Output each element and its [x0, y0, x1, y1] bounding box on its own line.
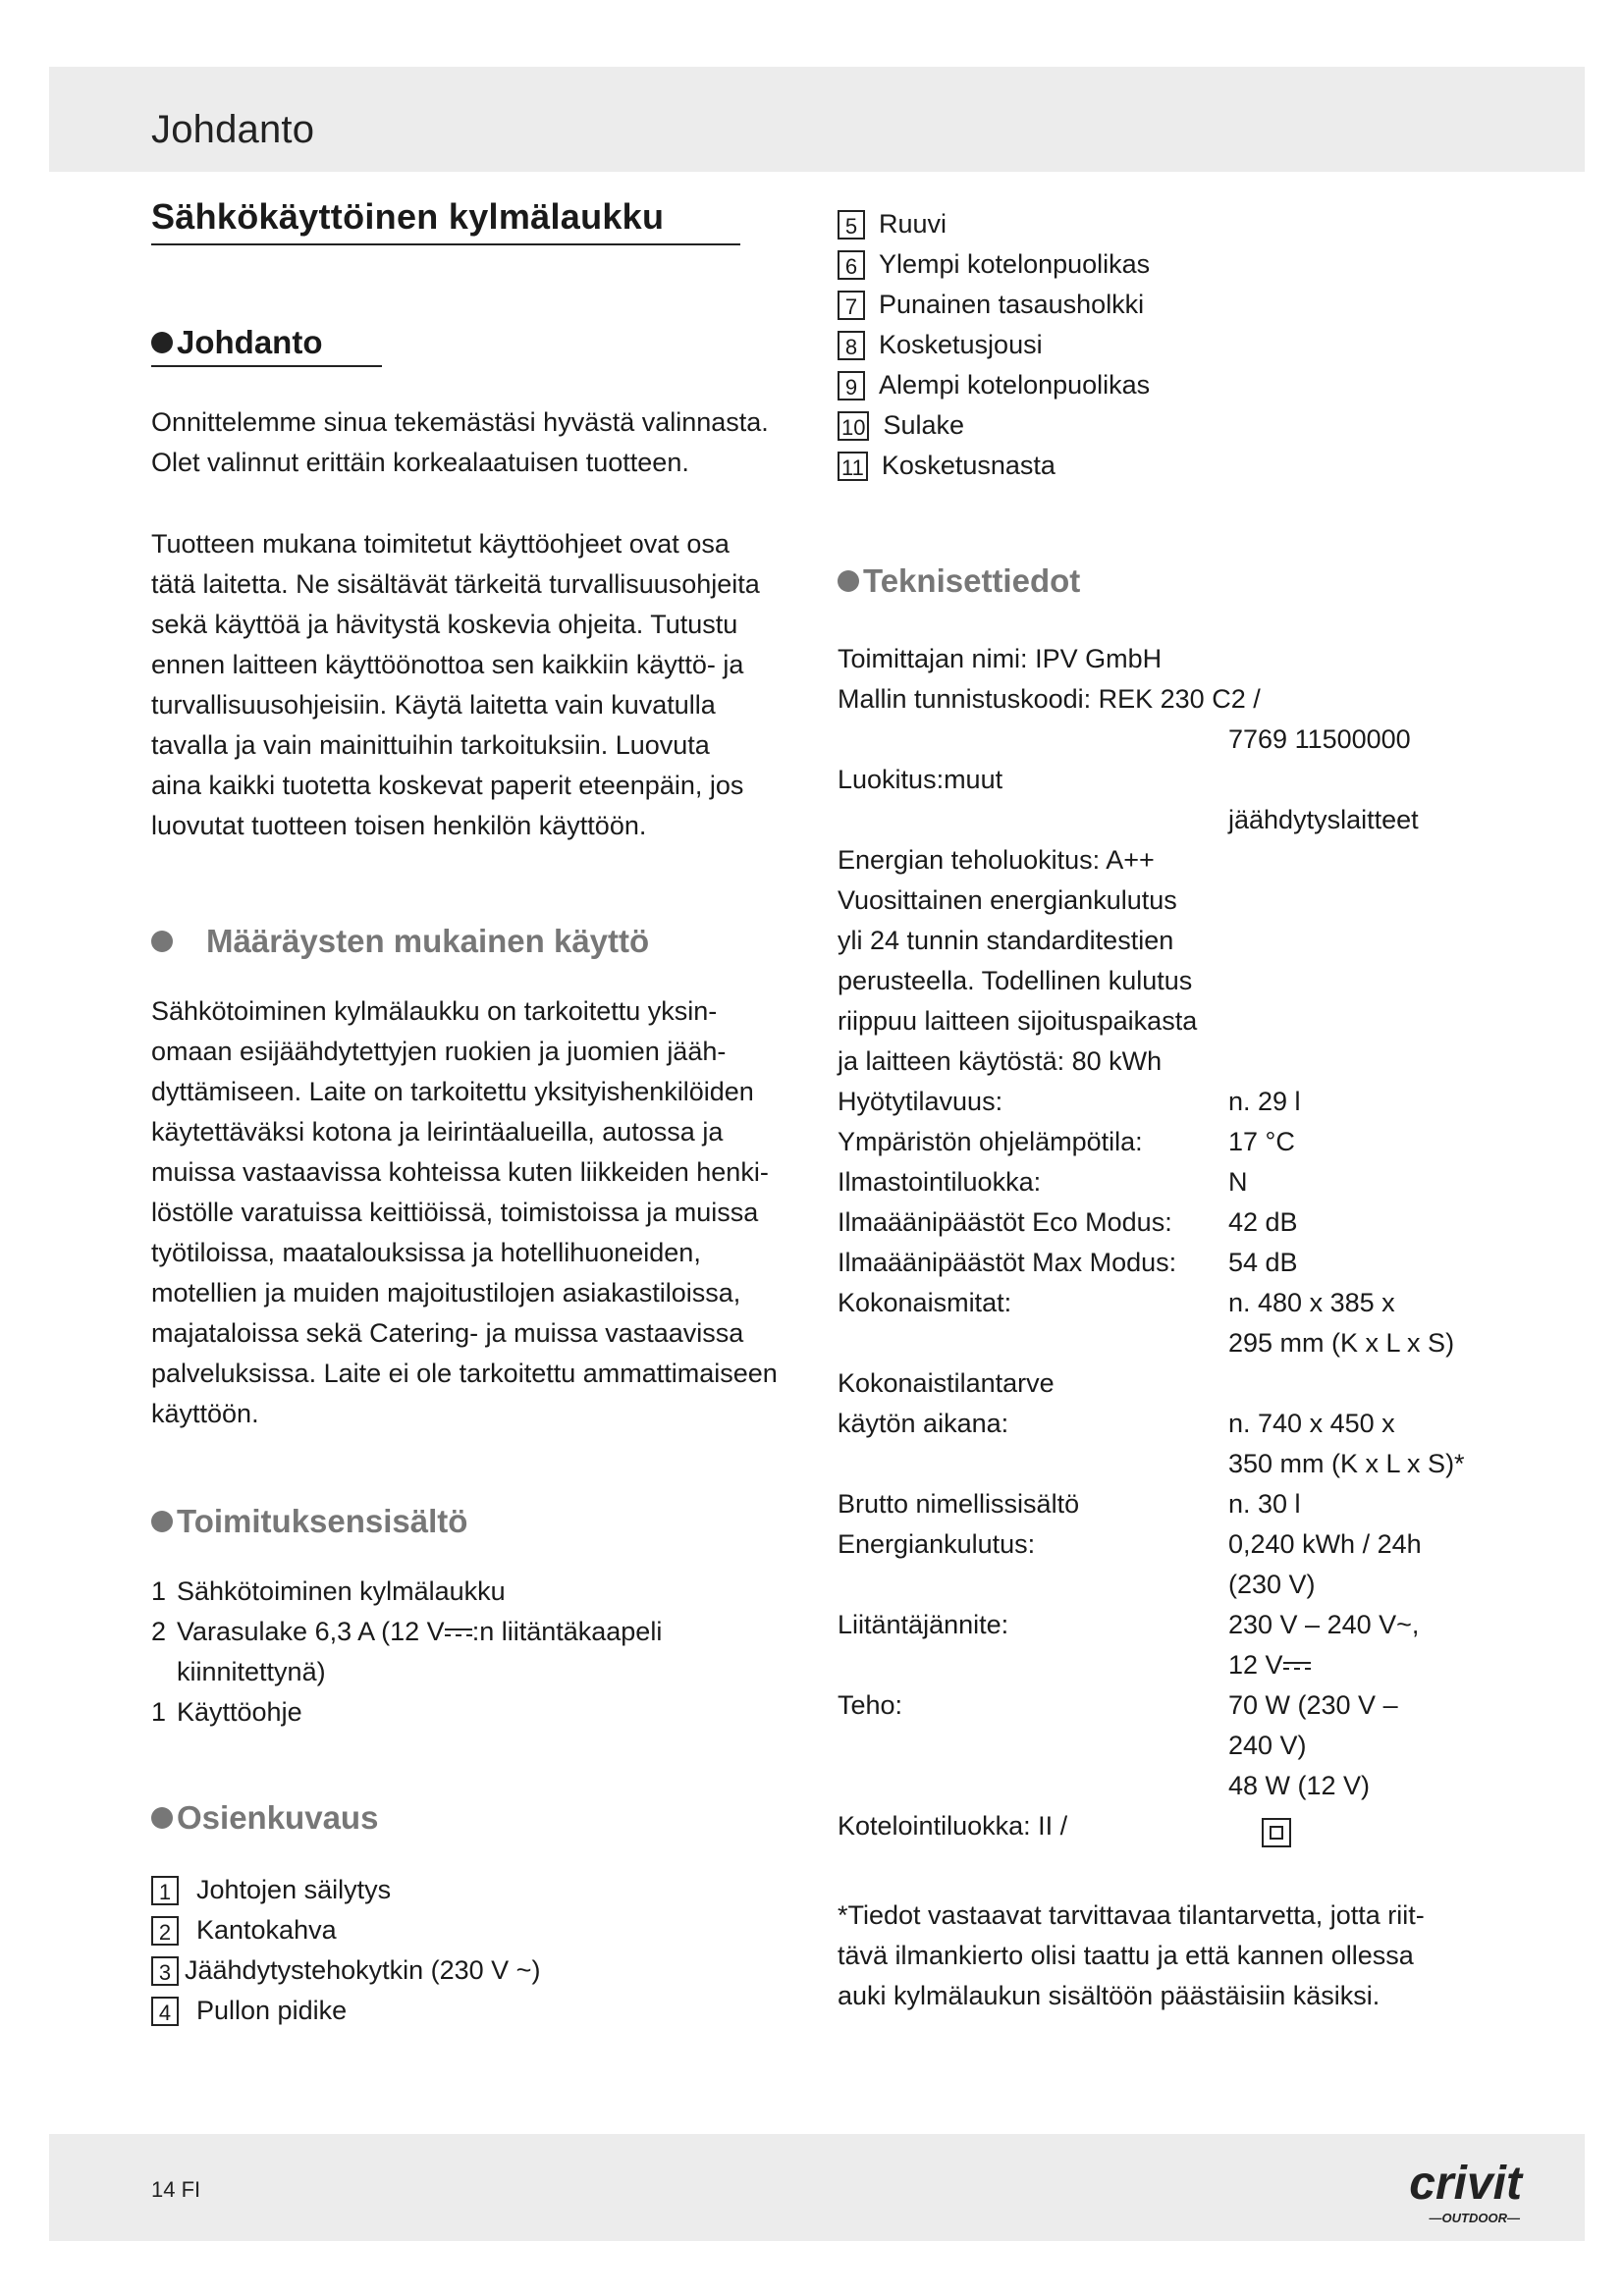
text-line: tävä ilmankierto olisi taattu ja että kannen ollessa: [838, 1941, 1414, 1970]
spec-class-cont: jäähdytyslaitteet: [1228, 805, 1419, 834]
list-item: [838, 285, 1525, 325]
item-text: kiinnitettynä): [177, 1657, 326, 1686]
logo-subtext: —OUTDOOR—: [1429, 2211, 1520, 2225]
spec-protection-value: [1262, 1811, 1291, 1851]
list-item: [838, 446, 1525, 486]
part-label: Kosketusnasta: [881, 451, 1056, 480]
spec-gross-value: n. 30 l: [1228, 1489, 1301, 1519]
spec-row-value: n. 29 l: [1228, 1087, 1301, 1116]
document-title: Sähkökäyttöinen kylmälaukku: [151, 196, 740, 245]
intro-heading-wrap: [151, 324, 382, 367]
intro-paragraph-1: [151, 402, 799, 483]
parts-heading-text: Osienkuvaus: [177, 1799, 379, 1836]
spec-consumption-value: 0,240 kWh / 24h: [1228, 1529, 1422, 1559]
text-line: työtiloissa, maatalouksissa ja hotellihuoneiden,: [151, 1238, 701, 1267]
list-item: [151, 1910, 799, 1950]
tech-heading-text: Teknisettiedot: [863, 562, 1081, 599]
item-text-part: Varasulake 6,3 A (12 V: [177, 1617, 445, 1646]
delivery-heading: [151, 1503, 799, 1540]
part-number-box: 10: [838, 411, 869, 441]
text-line: Onnittelemme sinua tekemästäsi hyvästä valinnasta.: [151, 407, 769, 437]
spec-annual-line: ja laitteen käytöstä: 80 kWh: [838, 1046, 1163, 1076]
part-number-box: 6: [838, 250, 865, 280]
spec-space-label-cont: käytön aikana:: [838, 1409, 1009, 1438]
spec-block: [838, 639, 1525, 1876]
intended-use-heading: [151, 923, 799, 960]
spec-row-label: Ilmastointiluokka:: [838, 1167, 1042, 1197]
part-number-box: 1: [151, 1876, 179, 1905]
spec-space-value: n. 740 x 450 x: [1228, 1409, 1395, 1438]
text-line: majataloissa sekä Catering- ja muissa vastaavissa: [151, 1318, 744, 1348]
text-line: Sähkötoiminen kylmälaukku on tarkoitettu yksin-: [151, 996, 718, 1026]
list-item: [151, 1950, 799, 1991]
part-number-box: 2: [151, 1916, 179, 1946]
item-text: Sähkötoiminen kylmälaukku: [177, 1576, 506, 1606]
part-number-box: 3: [151, 1956, 179, 1986]
part-label: Alempi kotelonpuolikas: [879, 370, 1151, 400]
spec-dims-value: n. 480 x 385 x: [1228, 1288, 1395, 1317]
list-item: [151, 1572, 799, 1612]
spec-row-label: Ilmaäänipäästöt Eco Modus:: [838, 1207, 1172, 1237]
text-line: sekä käyttöä ja hävitystä koskevia ohjeita. Tutustu: [151, 610, 738, 639]
part-label: Pullon pidike: [196, 1996, 348, 2025]
text-line: muissa vastaavissa kohteissa kuten liikkeiden henki-: [151, 1157, 769, 1187]
intro-heading-text: Johdanto: [177, 324, 323, 360]
spec-row-label: Ilmaäänipäästöt Max Modus:: [838, 1248, 1177, 1277]
page-header: [49, 67, 1585, 172]
delivery-heading-text: Toimituksensisältö: [177, 1503, 468, 1539]
part-label: Sulake: [883, 410, 965, 440]
spec-annual-line: yli 24 tunnin standarditestien: [838, 926, 1174, 955]
parts-list-left: [151, 1870, 799, 2031]
text-line: luovutat tuotteen toisen henkilön käyttöön.: [151, 811, 647, 840]
list-item: [838, 405, 1525, 446]
spec-power-value-cont: 240 V): [1228, 1731, 1307, 1760]
text-line: tavalla ja vain mainittuihin tarkoituksiin. Luovuta: [151, 730, 710, 760]
part-label: Jäähdytystehokytkin (230 V ~): [185, 1955, 541, 1985]
spec-row-value: N: [1228, 1167, 1248, 1197]
spec-model: Mallin tunnistuskoodi: REK 230 C2 /: [838, 684, 1261, 714]
text-line: ennen laitteen käyttöönottoa sen kaikkiin käyttö- ja: [151, 650, 744, 679]
spec-gross-label: Brutto nimellissisältö: [838, 1489, 1080, 1519]
spec-annual-line: perusteella. Todellinen kulutus: [838, 966, 1193, 995]
spec-annual-line: riippuu laitteen sijoituspaikasta: [838, 1006, 1198, 1036]
bullet-icon: [151, 332, 173, 353]
spec-class: Luokitus:muut: [838, 765, 1003, 794]
text-line: aina kaikki tuotetta koskevat paperit eteenpäin, jos: [151, 771, 744, 800]
text-line: turvallisuusohjeisiin. Käytä laitetta vain kuvatulla: [151, 690, 716, 720]
spec-power-value: 70 W (230 V –: [1228, 1690, 1398, 1720]
parts-list-right: [838, 204, 1525, 486]
intro-heading: [151, 324, 382, 361]
text-line: motellien ja muiden majoitustilojen asiakastiloissa,: [151, 1278, 741, 1308]
part-label: Punainen tasausholkki: [879, 290, 1145, 319]
intro-paragraph-2: [151, 524, 799, 846]
spec-power-label: Teho:: [838, 1690, 903, 1720]
text-line: käyttöön.: [151, 1399, 259, 1428]
delivery-list: [151, 1572, 799, 1733]
spec-protection-label: Kotelointiluokka: II /: [838, 1811, 1068, 1841]
intended-use-paragraph: [151, 991, 799, 1434]
text-line: käytettäväksi kotona ja leirintäalueilla, autossa ja: [151, 1117, 724, 1147]
list-item: [151, 1692, 799, 1733]
parts-heading: [151, 1799, 799, 1837]
text-line: Tuotteen mukana toimitetut käyttöohjeet ovat osa: [151, 529, 730, 559]
spec-supplier: Toimittajan nimi: IPV GmbH: [838, 644, 1163, 673]
text-line: tätä laitetta. Ne sisältävät tärkeitä turvallisuusohjeita: [151, 569, 760, 599]
spec-consumption-value-cont: (230 V): [1228, 1570, 1316, 1599]
text-line: omaan esijäähdytettyjen ruokien ja juomien jääh-: [151, 1037, 727, 1066]
part-label: Kantokahva: [196, 1915, 337, 1945]
spec-voltage-label: Liitäntäjännite:: [838, 1610, 1009, 1639]
part-label: Ruuvi: [879, 209, 947, 239]
bullet-icon: [151, 931, 173, 952]
text-line: Olet valinnut erittäin korkealaatuisen tuotteen.: [151, 448, 689, 477]
spec-space-value-cont: 350 mm (K x L x S)*: [1228, 1449, 1465, 1478]
list-item: [838, 204, 1525, 244]
item-text: Käyttöohje: [177, 1697, 302, 1727]
logo-wordmark: crivit: [1409, 2158, 1522, 2210]
list-item: [151, 1612, 799, 1652]
list-item: [838, 244, 1525, 285]
spec-consumption-label: Energiankulutus:: [838, 1529, 1036, 1559]
spec-dims-label: Kokonaismitat:: [838, 1288, 1012, 1317]
text-line: löstölle varatuissa keittiöissä, toimistoissa ja muissa: [151, 1198, 759, 1227]
spec-space-label: Kokonaistilantarve: [838, 1368, 1055, 1398]
part-label: Johtojen säilytys: [196, 1875, 392, 1904]
spec-row-label: Ympäristön ohjelämpötila:: [838, 1127, 1143, 1156]
page-footer: [49, 2134, 1585, 2241]
crivit-logo-icon: [1335, 2152, 1532, 2230]
part-number-box: 9: [838, 371, 865, 400]
spec-annual-line: Vuosittainen energiankulutus: [838, 885, 1177, 915]
list-item: [151, 1870, 799, 1910]
bullet-icon: [151, 1807, 173, 1829]
tech-heading: [838, 562, 1525, 600]
spec-row-value: 54 dB: [1228, 1248, 1298, 1277]
spec-row-value: 42 dB: [1228, 1207, 1298, 1237]
spec-voltage-value-cont: [1228, 1645, 1311, 1685]
list-item: [151, 1991, 799, 2031]
voltage-dc-text: 12 V: [1228, 1650, 1283, 1680]
page-number: 14 FI: [151, 2177, 201, 2202]
spec-row-value: 17 °C: [1228, 1127, 1295, 1156]
part-number-box: 4: [151, 1997, 179, 2026]
part-number-box: 8: [838, 331, 865, 360]
spec-voltage-value: 230 V – 240 V~,: [1228, 1610, 1420, 1639]
part-number-box: 5: [838, 210, 865, 240]
item-number: 1: [151, 1697, 167, 1727]
item-text-part: :n liitäntäkaapeli: [471, 1617, 663, 1646]
text-line: auki kylmälaukun sisältöön päästäisiin käsiksi.: [838, 1981, 1380, 2010]
protection-class-ii-icon: [1262, 1818, 1291, 1847]
list-item: [838, 325, 1525, 365]
spec-model-cont: 7769 11500000: [1228, 724, 1411, 754]
part-number-box: 11: [838, 452, 868, 481]
list-item: [838, 365, 1525, 405]
spec-row-label: Hyötytilavuus:: [838, 1087, 1003, 1116]
intended-use-heading-text: Määräysten mukainen käyttö: [206, 923, 650, 959]
text-line: *Tiedot vastaavat tarvittavaa tilantarvetta, jotta riit-: [838, 1900, 1425, 1930]
spec-power-value-dc: 48 W (12 V): [1228, 1771, 1371, 1800]
dc-symbol-icon: [445, 1627, 472, 1640]
item-text: [177, 1612, 662, 1652]
dc-symbol-icon: [1283, 1660, 1311, 1674]
spec-dims-value-cont: 295 mm (K x L x S): [1228, 1328, 1455, 1358]
header-title: Johdanto: [151, 108, 315, 151]
text-line: dyttämiseen. Laite on tarkoitettu yksityishenkilöiden: [151, 1077, 754, 1106]
item-number: 2: [151, 1617, 167, 1646]
part-label: Kosketusjousi: [879, 330, 1043, 359]
bullet-icon: [151, 1511, 173, 1532]
footnote: [838, 1896, 1525, 2016]
list-item-continuation: [151, 1652, 799, 1692]
right-column: [838, 204, 1525, 2016]
text-line: palveluksissa. Laite ei ole tarkoitettu ammattimaiseen: [151, 1359, 778, 1388]
left-column: [151, 196, 799, 2031]
item-number: 1: [151, 1576, 167, 1606]
spec-energy-class: Energian teholuokitus: A++: [838, 845, 1155, 875]
part-number-box: 7: [838, 291, 865, 320]
part-label: Ylempi kotelonpuolikas: [879, 249, 1151, 279]
bullet-icon: [838, 570, 859, 592]
